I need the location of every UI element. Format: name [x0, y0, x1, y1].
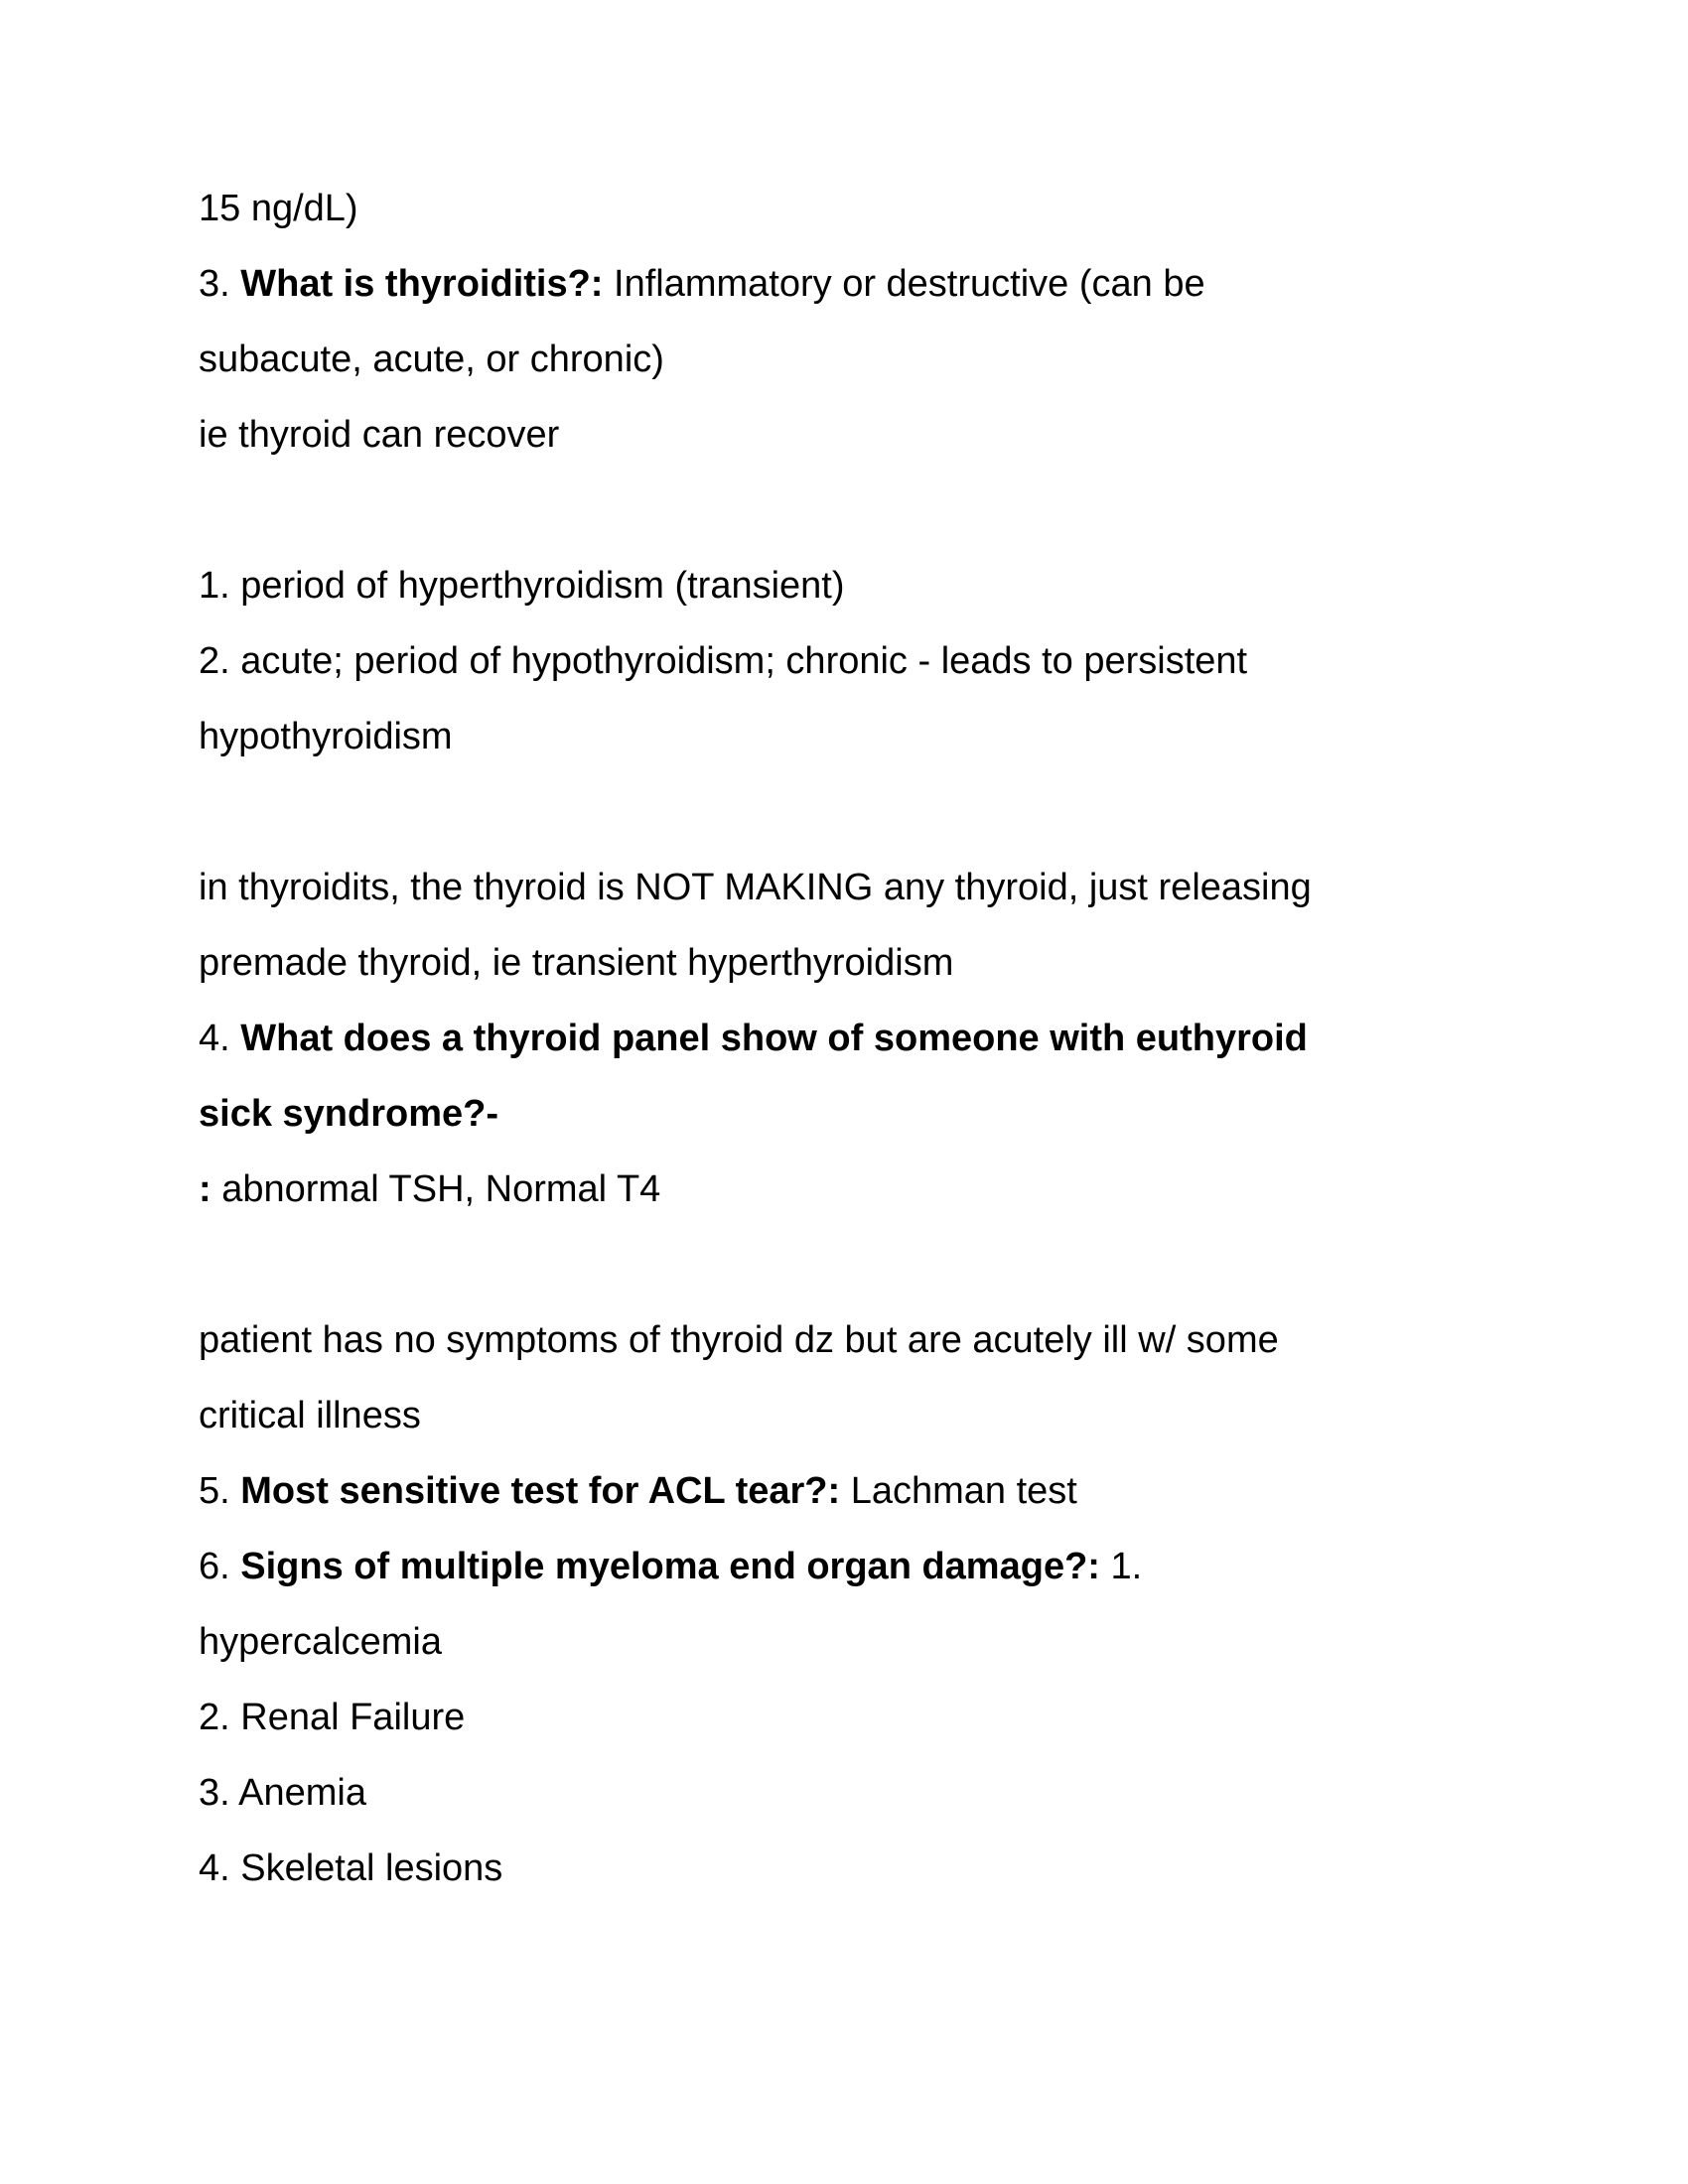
text-segment: hypothyroidism — [199, 716, 453, 757]
text-segment: 2. Renal Failure — [199, 1697, 466, 1738]
text-line — [199, 699, 1549, 774]
text-segment: premade thyroid, ie transient hyperthyroidism — [199, 942, 954, 984]
text-segment: Inflammatory or destructive (can be — [603, 263, 1205, 305]
text-line — [199, 850, 1549, 925]
text-line — [199, 1152, 1549, 1227]
text-segment: sick syndrome?- — [199, 1093, 498, 1135]
text-line — [199, 1001, 1549, 1076]
text-line — [199, 548, 1549, 623]
text-segment: 4. — [199, 1018, 241, 1059]
text-segment: Most sensitive test for ACL tear?: — [240, 1470, 841, 1512]
blank-line — [199, 774, 1549, 850]
text-segment: 3. — [199, 263, 241, 305]
text-line — [199, 1529, 1549, 1604]
text-segment: 3. Anemia — [199, 1772, 366, 1814]
text-line — [199, 246, 1549, 322]
text-line — [199, 1378, 1549, 1453]
text-segment: 5. — [199, 1470, 241, 1512]
text-segment: 4. Skeletal lesions — [199, 1847, 503, 1889]
text-segment: Signs of multiple myeloma end organ damage?: — [240, 1546, 1100, 1587]
text-segment: in thyroidits, the thyroid is NOT MAKING any thyroid, just releasing — [199, 867, 1312, 908]
text-segment: What is thyroiditis?: — [240, 263, 604, 305]
text-line — [199, 1302, 1549, 1378]
text-line — [199, 623, 1549, 699]
text-segment: : — [199, 1168, 211, 1210]
text-line — [199, 1076, 1549, 1152]
text-segment: 1. period of hyperthyroidism (transient) — [199, 565, 845, 607]
text-segment: 15 ng/dL) — [199, 188, 358, 229]
text-line — [199, 1604, 1549, 1680]
text-line — [199, 925, 1549, 1001]
blank-line — [199, 1227, 1549, 1302]
document-body — [199, 171, 1549, 1906]
text-line — [199, 171, 1549, 246]
blank-line — [199, 473, 1549, 548]
text-segment: What does a thyroid panel show of someone with euthyroid — [240, 1018, 1308, 1059]
text-line — [199, 1453, 1549, 1529]
text-line — [199, 397, 1549, 473]
text-segment: ie thyroid can recover — [199, 414, 560, 456]
text-line — [199, 1755, 1549, 1831]
text-segment: hypercalcemia — [199, 1621, 442, 1663]
text-segment: patient has no symptoms of thyroid dz but are acutely ill w/ some — [199, 1319, 1279, 1361]
text-segment: 2. acute; period of hypothyroidism; chronic - leads to persistent — [199, 640, 1248, 682]
text-line — [199, 1831, 1549, 1906]
text-segment: 6. — [199, 1546, 241, 1587]
text-line — [199, 1680, 1549, 1755]
text-segment: subacute, acute, or chronic) — [199, 339, 664, 380]
text-segment: Lachman test — [840, 1470, 1077, 1512]
text-segment: critical illness — [199, 1395, 421, 1436]
text-segment: 1. — [1099, 1546, 1143, 1587]
text-line — [199, 322, 1549, 397]
text-segment: abnormal TSH, Normal T4 — [211, 1168, 661, 1210]
